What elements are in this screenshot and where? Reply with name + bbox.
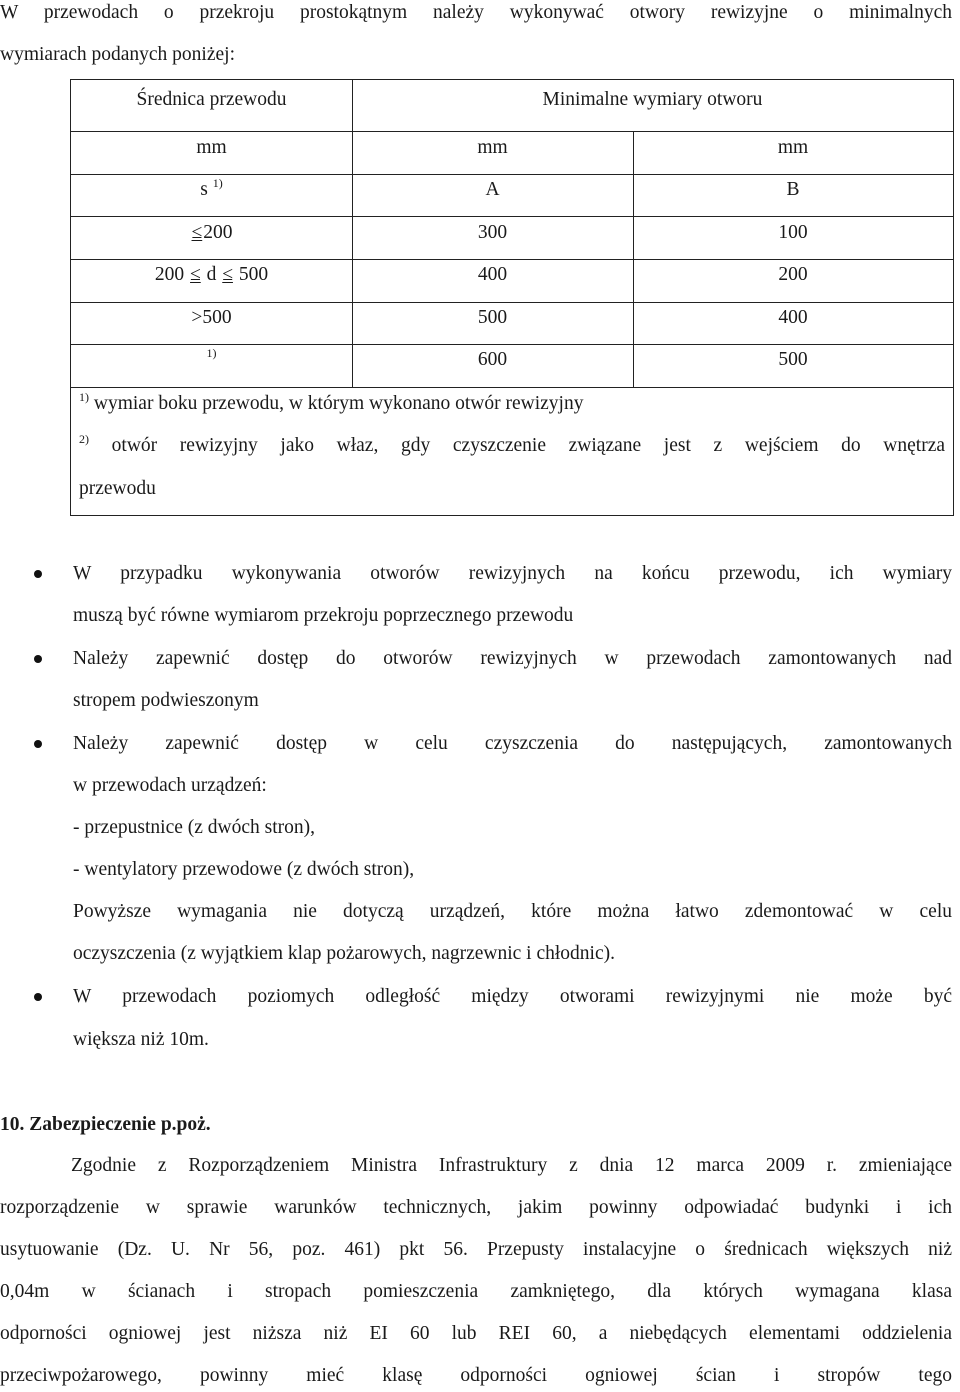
inspection-opening-table [70,79,954,516]
le-symbol: ≤ [222,264,233,285]
bullet-3-line-4: - wentylatory przewodowe (z dwóch stron), [73,859,415,880]
diameter-cell [71,220,352,246]
bullet-4-line-2: większa niż 10m. [73,1029,209,1050]
intro-line-2: wymiarach podanych poniżej: [0,44,235,65]
dim-a-cell: 400 [477,264,508,285]
header-diameter: Średnica przewodu [136,89,287,110]
bullet-1-line-1: W przypadku wykonywania otworów rewizyjnych na końcu przewodu, ich wymiary [73,563,952,584]
bullet-icon [34,570,42,578]
note-text: wymiar boku przewodu, w którym wykonano otwór rewizyjny [93,393,584,414]
table-note-1 [79,391,583,418]
diameter-cell [71,262,352,288]
intro-line-1: W przewodach o przekroju prostokątnym należy wykonywać otwory rewizyjne o minimalnych [0,2,952,23]
dim-b-cell: 100 [778,222,808,243]
symbol-b: B [786,179,800,200]
table-row-divider [71,216,953,217]
dim-a-cell: 300 [477,222,508,243]
bullet-icon [34,993,42,1001]
table-note-2-cont: przewodu [79,478,156,499]
dim-b-cell: 500 [778,349,808,370]
footnote-ref: 1) [206,346,217,360]
note-text: otwór rewizyjny jako właz, gdy czyszczenie związane jest z wejściem do wnętrza [111,435,946,456]
table-note-2 [79,433,945,460]
bullet-3-line-2: w przewodach urządzeń: [73,775,267,796]
header-min-dimensions: Minimalne wymiary otworu [542,89,763,110]
diameter-cell [71,347,352,374]
section-paragraph-line-6: przeciwpożarowego, powinny mieć klasę odporności ogniowej ścian i stropów tego [0,1365,952,1386]
diameter-value: 500 [238,264,269,285]
symbol-a: A [485,179,500,200]
bullet-3-line-1: Należy zapewnić dostęp w celu czyszczenia do następujących, zamontowanych [73,733,952,754]
dim-a-cell: 600 [477,349,508,370]
le-symbol: ≤ [191,222,203,243]
section-paragraph-line-2: rozporządzenie w sprawie warunków technicznych, jakim powinny odpowiadać budynki i ich [0,1197,952,1218]
bullet-2-line-1: Należy zapewnić dostęp do otworów rewizyjnych w przewodach zamontowanych nad [73,648,952,669]
bullet-1-line-2: muszą być równe wymiarom przekroju poprzecznego przewodu [73,605,574,626]
unit-cell: mm [477,137,508,158]
table-row-divider [71,387,953,388]
diameter-value: 200 [154,264,185,285]
unit-cell: mm [196,137,227,158]
section-paragraph-line-3: usytuowanie (Dz. U. Nr 56, poz. 461) pkt 56. Przepusty instalacyjne o średnicach większych niż [0,1239,952,1260]
table-row-divider [71,302,953,303]
bullet-2-line-2: stropem podwieszonym [73,690,259,711]
section-paragraph-line-4: 0,04m w ścianach i stropach pomieszczenia zamkniętego, dla których wymagana klasa [0,1281,952,1302]
bullet-icon [34,655,42,663]
le-symbol: ≤ [190,264,201,285]
dim-b-cell: 200 [778,264,808,285]
bullet-4-line-1: W przewodach poziomych odległość między otworami rewizyjnymi nie może być [73,986,952,1007]
bullet-3-line-6: oczyszczenia (z wyjątkiem klap pożarowych, nagrzewnic i chłodnic). [73,943,615,964]
symbol-s-text: s [200,179,208,200]
diameter-cell: >500 [191,307,232,328]
dim-b-cell: 400 [778,307,808,328]
table-row-divider [71,344,953,345]
bullet-3-line-3: - przepustnice (z dwóch stron), [73,817,316,838]
bullet-icon [34,740,42,748]
footnote-marker: 2) [79,432,89,446]
diameter-value: 200 [203,222,233,243]
section-paragraph-line-1: Zgodnie z Rozporządzeniem Ministra Infrastruktury z dnia 12 marca 2009 r. zmieniające [71,1155,952,1176]
section-heading: 10. Zabezpieczenie p.poż. [0,1114,211,1135]
unit-cell: mm [777,137,809,158]
bullet-3-line-5: Powyższe wymagania nie dotyczą urządzeń, które można łatwo zdemontować w celu [73,901,952,922]
dim-a-cell: 500 [477,307,508,328]
table-row-divider [71,174,953,175]
table-row-divider [71,259,953,260]
footnote-marker: 1) [79,390,89,404]
diameter-symbol: d [206,264,217,285]
section-paragraph-line-5: odporności ogniowej jest niższa niż EI 60 lub REI 60, a niebędących elementami oddzielenia [0,1323,952,1344]
footnote-ref: 1) [212,176,223,190]
table-row-divider [71,131,953,132]
symbol-s [71,177,352,204]
